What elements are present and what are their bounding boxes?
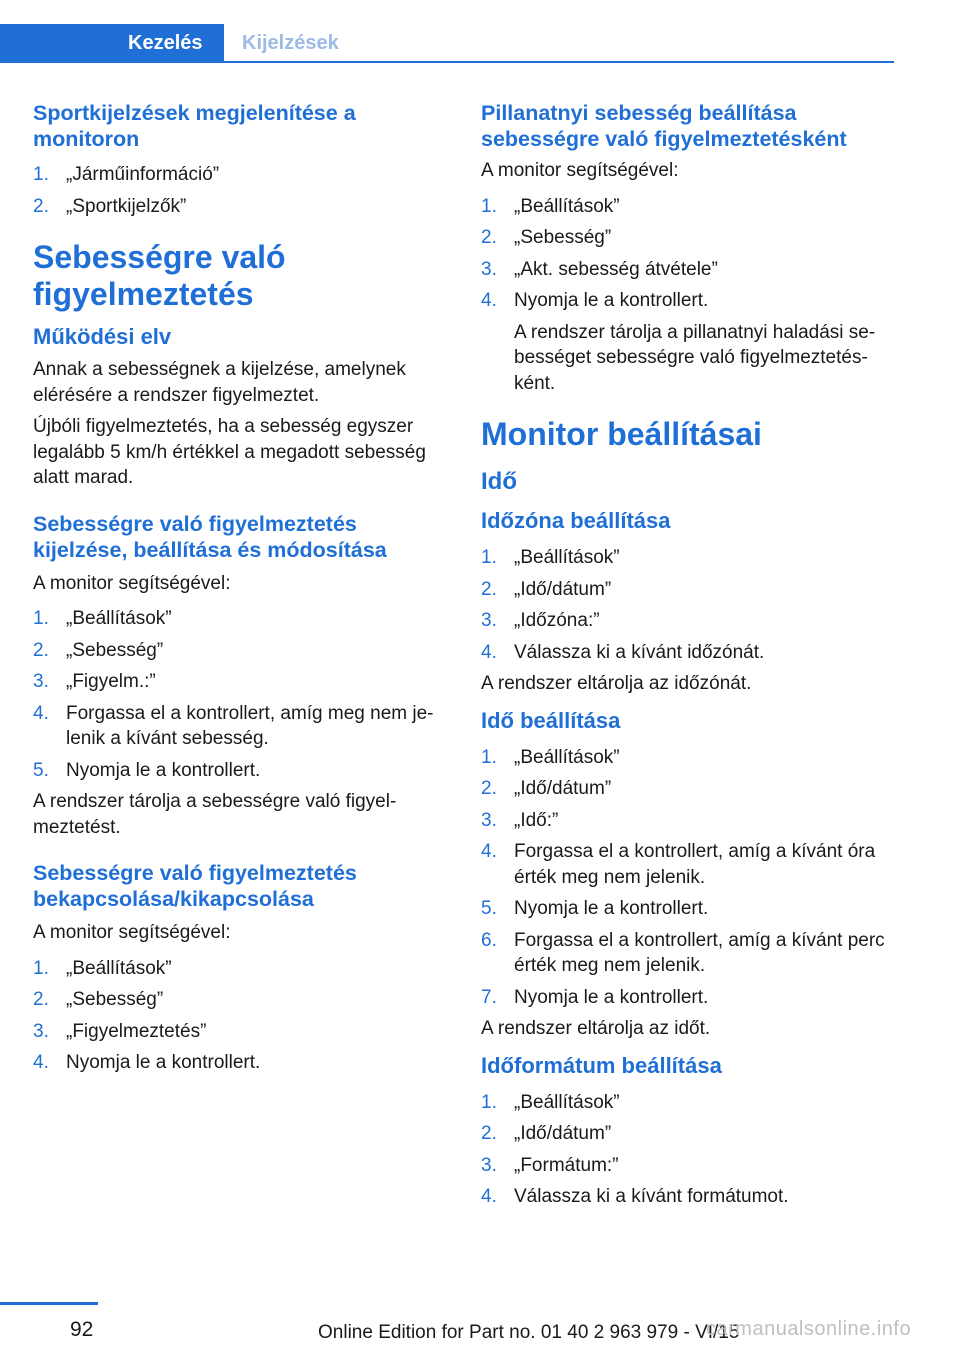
- edition-footer: Online Edition for Part no. 01 40 2 963 979 - VI/15: [318, 1322, 740, 1343]
- list-item: 2. „Idő/dátum”: [481, 1123, 612, 1144]
- onoff-intro: A monitor segítségével:: [33, 922, 231, 943]
- display-steps: [33, 606, 449, 783]
- sport-display-heading: Sportkijelzések megjelenítése a monitoron: [33, 101, 356, 151]
- list-item: 4. Nyomja le a kontrollert. A rendszer tárolja a pillanatnyi haladási se‐bességet sebességre való figyelmeztetés‐ként.: [481, 288, 897, 396]
- display-intro: A monitor segítségével:: [33, 572, 231, 594]
- list-item: 5. Nyomja le a kontrollert.: [33, 759, 261, 781]
- list-item: 1. „Beállítások”: [33, 608, 172, 629]
- principle-heading: Működési elv: [33, 324, 172, 349]
- list-item: 7. Nyomja le a kontrollert.: [481, 986, 709, 1008]
- format-heading: Időformátum beállítása: [481, 1052, 722, 1078]
- current-speed-heading: Pillanatnyi sebesség beállítása sebességre való figyelmeztetésként: [481, 101, 847, 151]
- timezone-outro: A rendszer eltárolja az időzónát.: [481, 673, 752, 694]
- list-item: 6. Forgassa el a kontrollert, amíg a kívánt perc érték meg nem jelenik.: [481, 929, 885, 976]
- time-heading: Idő: [481, 468, 517, 495]
- current-intro: A monitor segítségével:: [481, 160, 679, 181]
- timezone-heading: Időzóna beállítása: [481, 508, 671, 533]
- list-item: 1. „Beállítások”: [481, 1091, 620, 1113]
- principle-text-2: Újbóli figyelmeztetés, ha a sebesség egyszer legalább 5 km/h értékkel a megadott sebesség alatt marad.: [33, 416, 426, 488]
- list-item: 3. „Figyelm.:”: [33, 671, 156, 692]
- section-title-monitor-settings: Monitor beállításai: [481, 416, 762, 452]
- display-outro: A rendszer tárolja a sebességre való figyel‐meztetést.: [33, 791, 397, 838]
- list-item: 4. Forgassa el a kontrollert, amíg a kívánt óra érték meg nem jelenik.: [481, 841, 876, 888]
- left-column: [33, 100, 449, 1082]
- list-item: 3. „Idő:”: [481, 809, 559, 831]
- display-heading: Sebességre való figyelmeztetés kijelzése, beállítása és módosítása: [33, 511, 387, 562]
- list-item: 4. Válassza ki a kívánt időzónát.: [481, 641, 765, 663]
- list-item: 1. „Járműinformáció”: [33, 164, 220, 185]
- list-item: 4. Nyomja le a kontrollert.: [33, 1052, 261, 1073]
- list-item: 2. „Sebesség”: [33, 989, 164, 1010]
- page-number: 92: [70, 1318, 94, 1341]
- list-item: 2. „Idő/dátum”: [481, 778, 612, 799]
- current-steps: [481, 194, 897, 397]
- list-item: 2. „Sebesség”: [33, 639, 164, 661]
- time-set-heading: Idő beállítása: [481, 707, 621, 733]
- list-item: 1. „Beállítások”: [481, 547, 620, 568]
- list-item: 4. Válassza ki a kívánt formátumot.: [481, 1186, 789, 1207]
- tab-kijelzesek[interactable]: Kijelzések: [242, 32, 339, 54]
- sport-steps: [33, 162, 449, 219]
- list-item: 2. „Idő/dátum”: [481, 578, 612, 600]
- list-item: 2. „Sebesség”: [481, 227, 612, 248]
- section-title-speed-warning: Sebességre való figyelmeztetés: [33, 239, 286, 312]
- tab-kezeles[interactable]: Kezelés: [0, 24, 224, 62]
- time-set-steps: [481, 745, 897, 1011]
- header-divider: [0, 61, 894, 63]
- step-note: A rendszer tárolja a pillanatnyi haladási se‐bességet sebességre való figyelmeztetés‐ként.: [514, 321, 876, 394]
- time-set-outro: A rendszer eltárolja az időt.: [481, 1018, 711, 1039]
- list-item: 3. „Akt. sebesség átvétele”: [481, 258, 718, 280]
- list-item: 3. „Formátum:”: [481, 1154, 619, 1176]
- timezone-steps: [481, 545, 897, 665]
- format-steps: [481, 1090, 897, 1210]
- right-column: [481, 100, 897, 1216]
- list-item: 3. „Időzóna:”: [481, 610, 600, 631]
- onoff-steps: [33, 956, 449, 1076]
- list-item: 5. Nyomja le a kontrollert.: [481, 898, 709, 919]
- list-item: 3. „Figyelmeztetés”: [33, 1020, 207, 1042]
- list-item: 1. „Beállítások”: [33, 957, 172, 979]
- page-number-rule: [0, 1302, 98, 1305]
- principle-text-1: Annak a sebességnek a kijelzése, amelynek elérésére a rendszer figyelmeztet.: [33, 359, 406, 406]
- watermark: carmanualsonline.info: [706, 1318, 912, 1340]
- list-item: 1. „Beállítások”: [481, 195, 620, 217]
- list-item: 4. Forgassa el a kontrollert, amíg meg nem je‐lenik a kívánt sebesség.: [33, 702, 434, 749]
- onoff-heading: Sebességre való figyelmeztetés bekapcsolása/kikapcsolása: [33, 861, 357, 911]
- list-item: 1. „Beállítások”: [481, 746, 620, 768]
- header-bar: [0, 0, 960, 62]
- list-item: 2. „Sportkijelzők”: [33, 195, 187, 217]
